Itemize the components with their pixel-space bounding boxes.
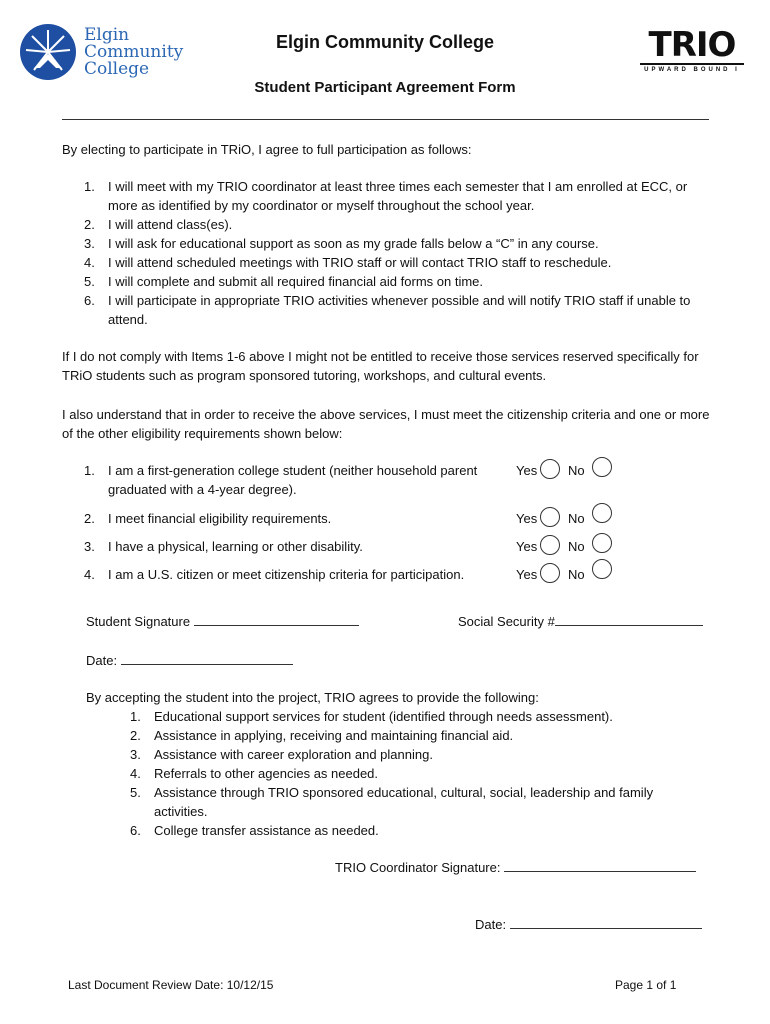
no-label: No bbox=[568, 511, 585, 526]
student-signature-line[interactable] bbox=[194, 613, 359, 626]
eligibility-intro-text: I also understand that in order to receive the above services, I must meet the citizenship criteria and one or more of the other eligibility requirements shown below: bbox=[62, 407, 710, 441]
yes-radio[interactable] bbox=[540, 535, 560, 555]
no-radio[interactable] bbox=[592, 457, 612, 477]
eligibility-row: 2. I meet financial eligibility requirements. Yes No bbox=[84, 509, 724, 539]
noncompliance-text: If I do not comply with Items 1-6 above I might not be entitled to receive those services reserved specifically for TRiO students such as program sponsored tutoring, workshops, and cultural events. bbox=[62, 349, 699, 383]
yes-radio[interactable] bbox=[540, 563, 560, 583]
coordinator-date-field bbox=[475, 916, 702, 932]
yes-label: Yes bbox=[516, 539, 538, 554]
header-divider bbox=[62, 119, 709, 120]
ssn-field bbox=[458, 613, 703, 629]
no-radio[interactable] bbox=[592, 503, 612, 523]
student-date-line[interactable] bbox=[121, 652, 293, 665]
list-item: 5. Assistance through TRIO sponsored educational, cultural, social, leadership and family activities. bbox=[130, 785, 654, 819]
list-item: 4. Referrals to other agencies as needed. bbox=[130, 766, 379, 781]
eligibility-row: 4. I am a U.S. citizen or meet citizenship criteria for participation. Yes No bbox=[84, 565, 724, 595]
accepting-text: By accepting the student into the project, TRIO agrees to provide the following: bbox=[86, 690, 539, 705]
no-label: No bbox=[568, 463, 585, 478]
eligibility-row: 1. I am a first-generation college student (neither household parent graduated with a 4-year degree). Yes No bbox=[84, 461, 724, 491]
yes-radio[interactable] bbox=[540, 507, 560, 527]
list-item: 2. I will attend class(es). bbox=[84, 217, 233, 232]
student-date-label: Date: bbox=[86, 653, 118, 668]
list-item: 6. I will participate in appropriate TRIO activities whenever possible and will notify TRIO staff if unable to attend. bbox=[84, 293, 691, 327]
student-signature-field bbox=[86, 613, 359, 629]
coordinator-date-line[interactable] bbox=[510, 916, 702, 929]
list-item: 1. Educational support services for student (identified through needs assessment). bbox=[130, 709, 613, 724]
student-date-field bbox=[86, 652, 293, 668]
yes-label: Yes bbox=[516, 511, 538, 526]
list-item: 3. Assistance with career exploration and planning. bbox=[130, 747, 433, 762]
coordinator-signature-label: TRIO Coordinator Signature: bbox=[335, 860, 501, 875]
intro-text: By electing to participate in TRiO, I agree to full participation as follows: bbox=[62, 142, 472, 157]
trio-logo bbox=[640, 25, 744, 73]
form-title: Student Participant Agreement Form bbox=[254, 79, 516, 96]
no-label: No bbox=[568, 567, 585, 582]
list-item: 1. I will meet with my TRIO coordinator at least three times each semester that I am enrolled at ECC, or more as identified by my coordinator or myself throughout the school year. bbox=[84, 179, 688, 213]
ssn-line[interactable] bbox=[555, 613, 703, 626]
coordinator-signature-field bbox=[335, 859, 696, 875]
coordinator-date-label: Date: bbox=[475, 917, 507, 932]
no-label: No bbox=[568, 539, 585, 554]
review-date: Last Document Review Date: 10/12/15 bbox=[68, 978, 274, 992]
college-title: Elgin Community College bbox=[275, 32, 494, 52]
no-radio[interactable] bbox=[592, 559, 612, 579]
trio-logo-word: TRIO bbox=[648, 25, 736, 65]
no-radio[interactable] bbox=[592, 533, 612, 553]
list-item: 5. I will complete and submit all required financial aid forms on time. bbox=[84, 274, 484, 289]
yes-label: Yes bbox=[516, 463, 538, 478]
list-item: 6. College transfer assistance as needed. bbox=[130, 823, 379, 838]
trio-logo-subtitle: UPWARD BOUND I bbox=[640, 63, 744, 73]
ssn-label: Social Security # bbox=[458, 614, 555, 629]
coordinator-signature-line[interactable] bbox=[504, 859, 696, 872]
yes-label: Yes bbox=[516, 567, 538, 582]
list-item: 3. I will ask for educational support as soon as my grade falls below a “C” in any course. bbox=[84, 236, 599, 251]
list-item: 2. Assistance in applying, receiving and maintaining financial aid. bbox=[130, 728, 514, 743]
student-signature-label: Student Signature bbox=[86, 614, 191, 629]
college-logo-text: Elgin Community College bbox=[84, 24, 184, 79]
list-item: 4. I will attend scheduled meetings with TRIO staff or will contact TRIO staff to reschedule. bbox=[84, 255, 612, 270]
commitments-list bbox=[84, 177, 714, 329]
eligibility-row: 3. I have a physical, learning or other disability. Yes No bbox=[84, 537, 724, 567]
yes-radio[interactable] bbox=[540, 459, 560, 479]
services-list bbox=[130, 707, 690, 840]
page-number: Page 1 of 1 bbox=[615, 978, 677, 992]
